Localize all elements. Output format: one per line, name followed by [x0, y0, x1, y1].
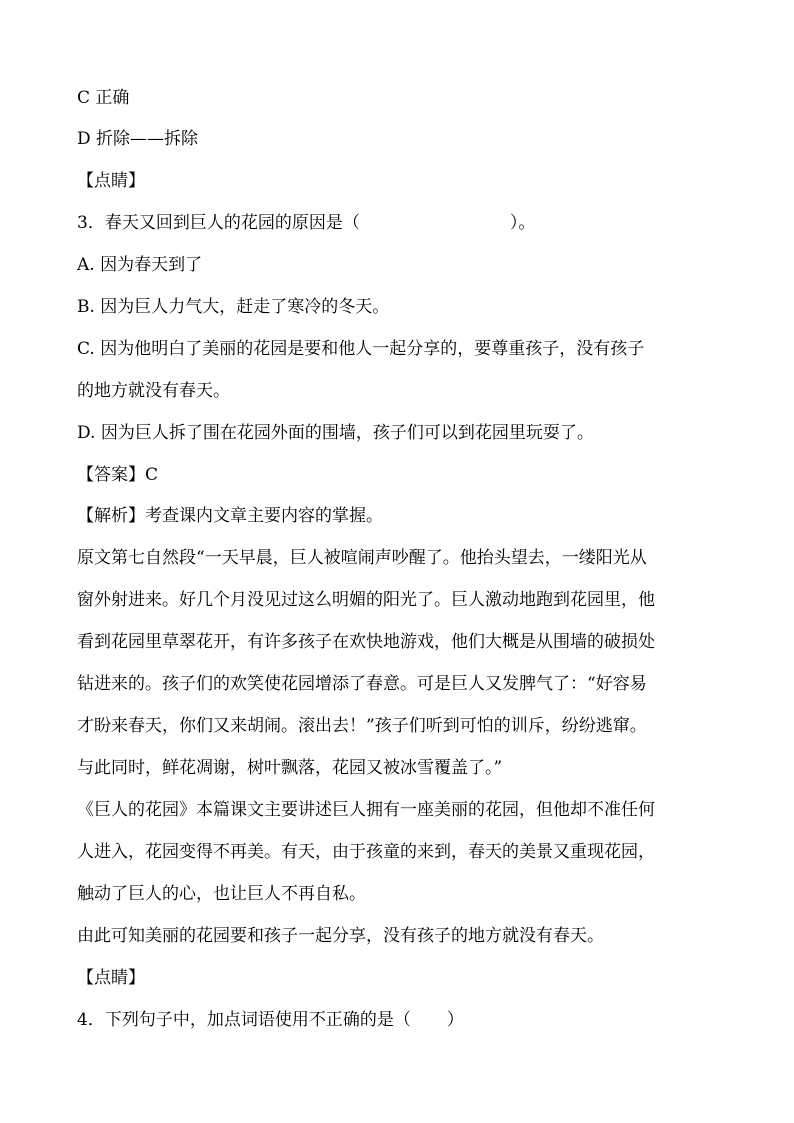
summary-paragraph-line: 人进入，花园变得不再美。有天，由于孩童的来到，春天的美景又重现花园，: [77, 842, 655, 862]
dianjing-heading: 【点睛】: [77, 968, 145, 988]
option-c-correct: C 正确: [77, 88, 130, 108]
question-3-end: ）。: [509, 213, 536, 233]
conclusion-line: 由此可知美丽的花园要和孩子一起分享，没有孩子的地方就没有春天。: [77, 926, 604, 946]
question-3: [77, 212, 535, 234]
analysis-paragraph-line: 与此同时，鲜花凋谢，树叶飘落，花园又被冰雪覆盖了。”: [77, 758, 503, 778]
analysis-paragraph-line: 原文第七自然段“一天早晨，巨人被喧闹声吵醒了。他抬头望去，一缕阳光从: [77, 548, 647, 568]
option-d: D. 因为巨人拆了围在花园外面的围墙，孩子们可以到花园里玩耍了。: [77, 423, 594, 443]
summary-paragraph-line: 触动了巨人的心，也让巨人不再自私。: [77, 884, 366, 904]
option-a: A. 因为春天到了: [77, 255, 203, 275]
option-b: B. 因为巨人力气大，赶走了寒冷的冬天。: [77, 297, 390, 317]
analysis-paragraph-line: 才盼来春天，你们又来胡闹。滚出去！”孩子们听到可怕的训斥，纷纷逃窜。: [77, 716, 647, 736]
option-c: C. 因为他明白了美丽的花园是要和他人一起分享的，要尊重孩子，没有孩子: [77, 339, 645, 359]
analysis-paragraph-line: 钻进来的。孩子们的欢笑使花园增添了春意。可是巨人又发脾气了：“好容易: [77, 674, 647, 694]
option-d-correction: D 折除——拆除: [77, 129, 199, 149]
analysis-heading: 【解析】考查课内文章主要内容的掌握。: [77, 506, 383, 526]
question-4-end: ）: [446, 1010, 464, 1030]
answer-line: 【答案】C: [77, 465, 159, 485]
question-4: [77, 1009, 464, 1031]
dianjing-heading: 【点睛】: [77, 171, 145, 191]
question-4-text: 4．下列句子中，加点词语使用不正确的是（: [77, 1010, 411, 1030]
analysis-paragraph-line: 看到花园里草翠花开，有许多孩子在欢快地游戏，他们大概是从围墙的破损处: [77, 632, 655, 652]
analysis-paragraph-line: 窗外射进来。好几个月没见过这么明媚的阳光了。巨人激动地跑到花园里，他: [77, 590, 655, 610]
summary-paragraph-line: 《巨人的花园》本篇课文主要讲述巨人拥有一座美丽的花园，但他却不准任何: [77, 800, 655, 820]
question-3-text: 3．春天又回到巨人的花园的原因是（: [77, 213, 360, 233]
option-c-continued: 的地方就没有春天。: [77, 381, 230, 401]
